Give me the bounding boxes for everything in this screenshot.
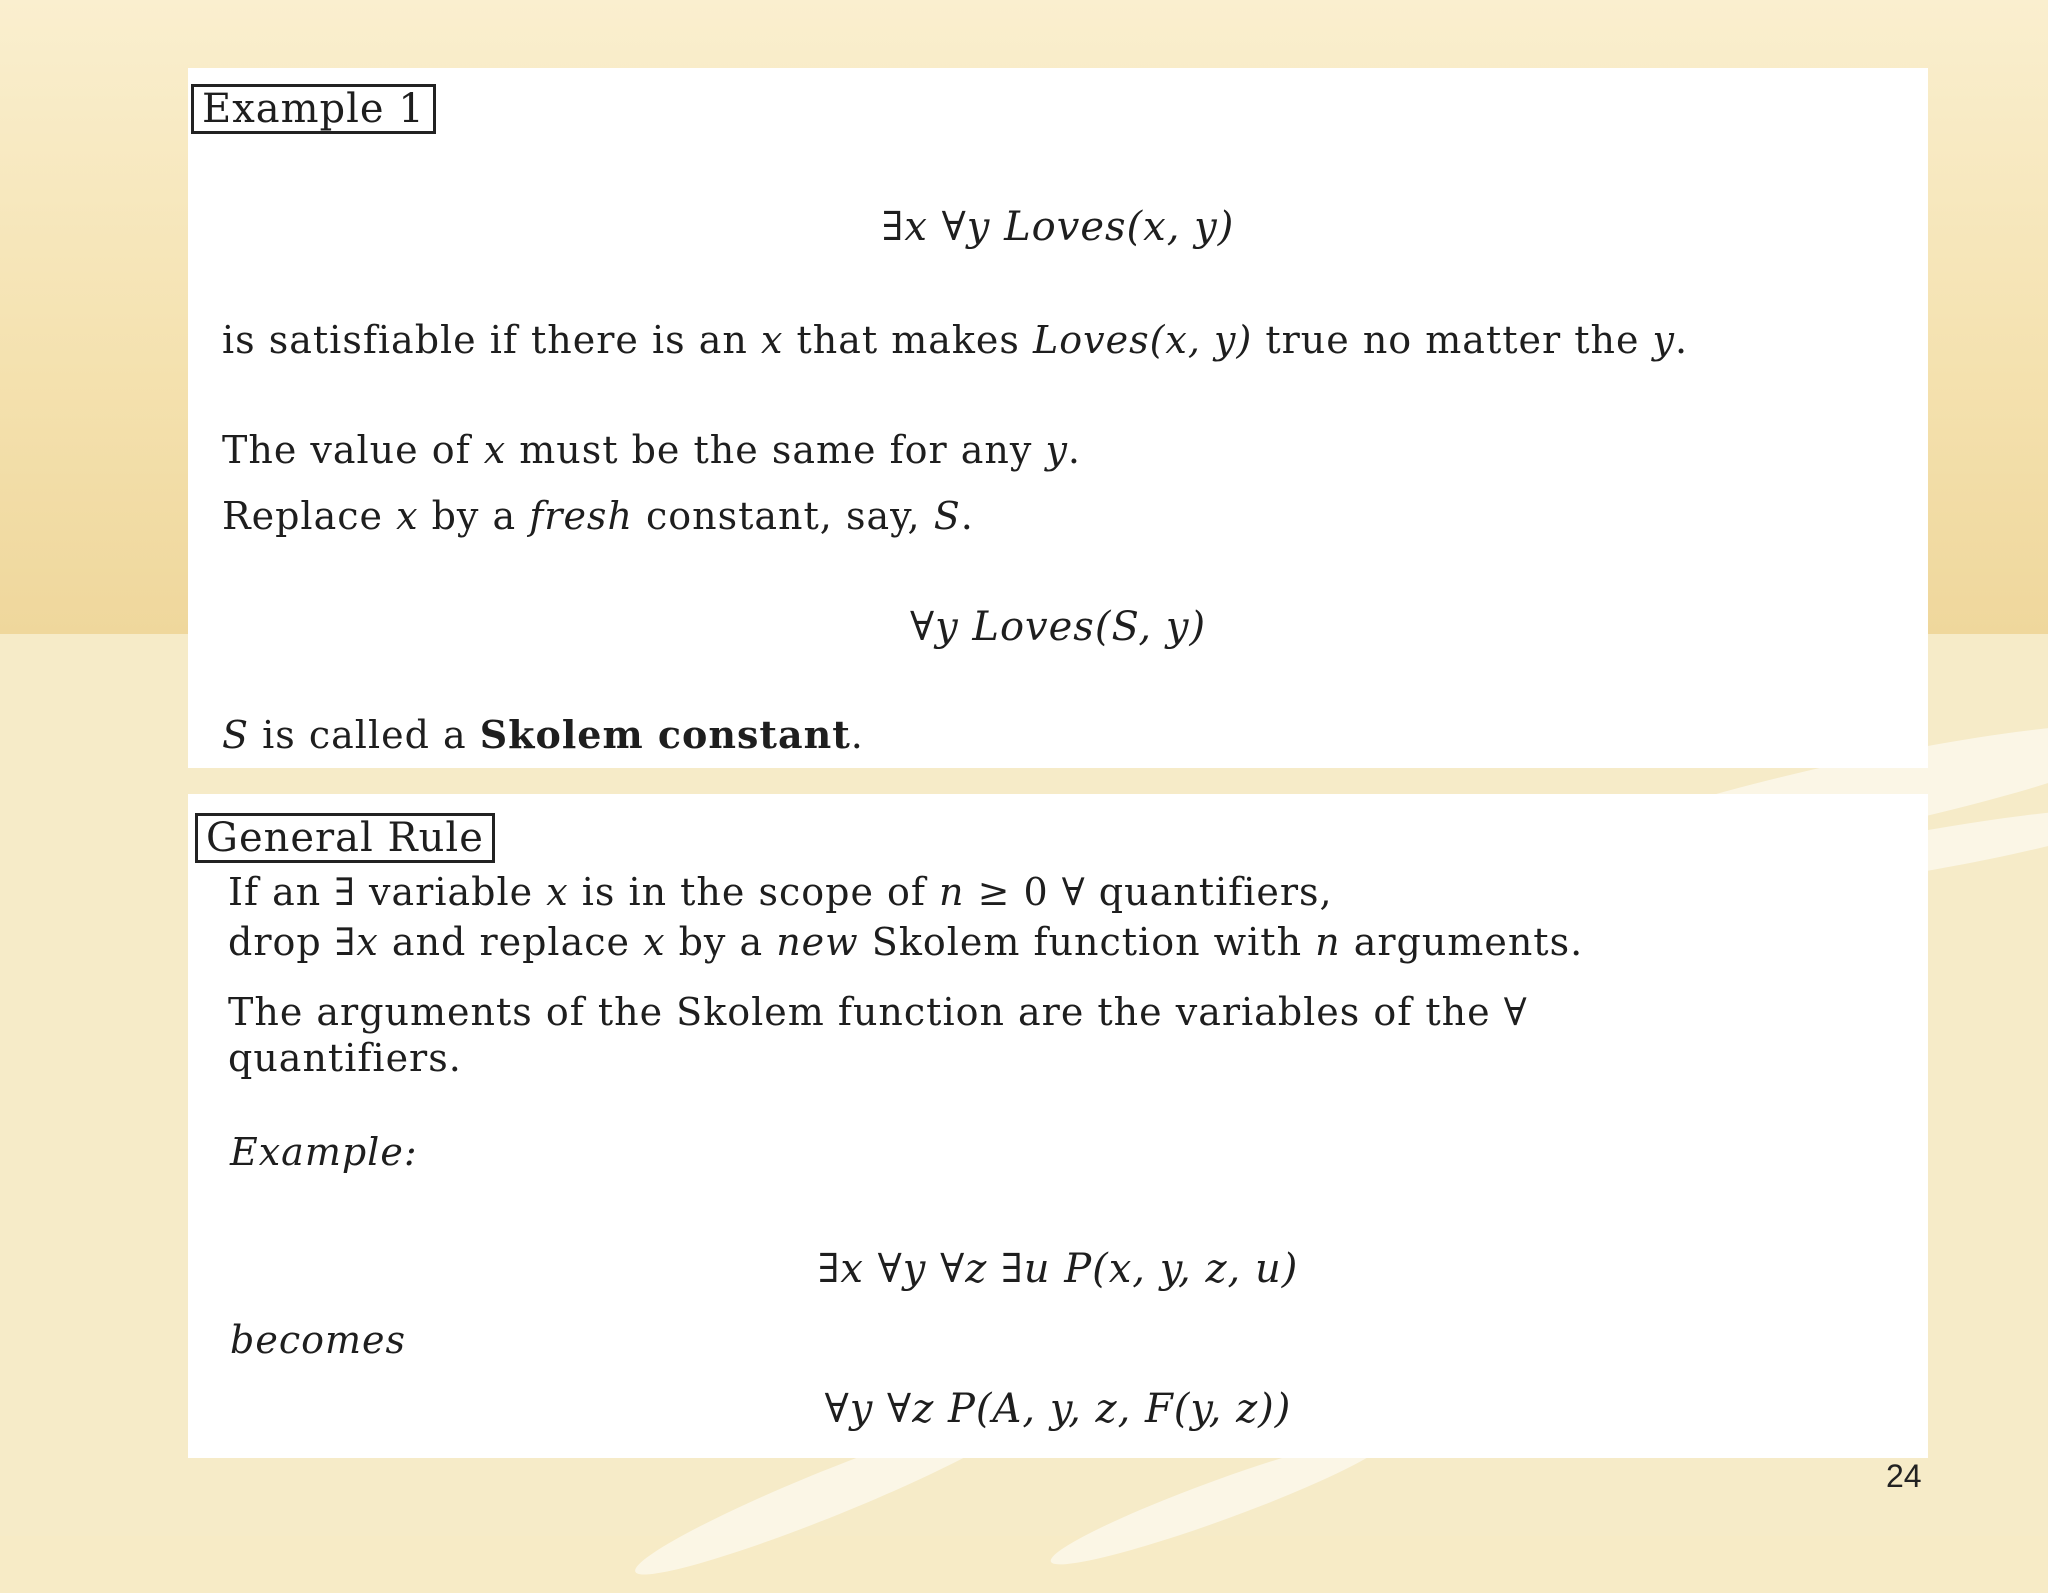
value-line: The value of x must be the same for any y. bbox=[222, 428, 1081, 472]
formula-skolem-before: ∃x ∀y ∀z ∃u P(x, y, z, u) bbox=[817, 1246, 1299, 1292]
page-number: 24 bbox=[1886, 1458, 1922, 1494]
skolem-constant-line: S is called a Skolem constant. bbox=[222, 712, 864, 757]
rule-line-1: If an ∃ variable x is in the scope of n ≥ 0 ∀ quantifiers, bbox=[228, 870, 1333, 914]
rule-line-4: quantifiers. bbox=[228, 1036, 462, 1080]
rule-line-2: drop ∃x and replace x by a new Skolem function with n arguments. bbox=[228, 920, 1584, 964]
becomes-label: becomes bbox=[230, 1318, 406, 1362]
general-rule-panel bbox=[188, 794, 1928, 1458]
replace-line: Replace x by a fresh constant, say, S. bbox=[222, 494, 974, 538]
formula-skolem-after: ∀y ∀z P(A, y, z, F(y, z)) bbox=[824, 1386, 1292, 1432]
rule-line-3: The arguments of the Skolem function are the variables of the ∀ bbox=[228, 990, 1528, 1034]
formula-forall-loves: ∀y Loves(S, y) bbox=[909, 604, 1207, 650]
example-label: Example 1 bbox=[191, 84, 436, 134]
general-rule-label: General Rule bbox=[195, 813, 495, 863]
example-panel bbox=[188, 68, 1928, 768]
satisfiable-line: is satisfiable if there is an x that makes Loves(x, y) true no matter the y. bbox=[222, 318, 1689, 362]
formula-exists-forall: ∃x ∀y Loves(x, y) bbox=[881, 204, 1235, 250]
example-heading: Example: bbox=[230, 1130, 418, 1174]
